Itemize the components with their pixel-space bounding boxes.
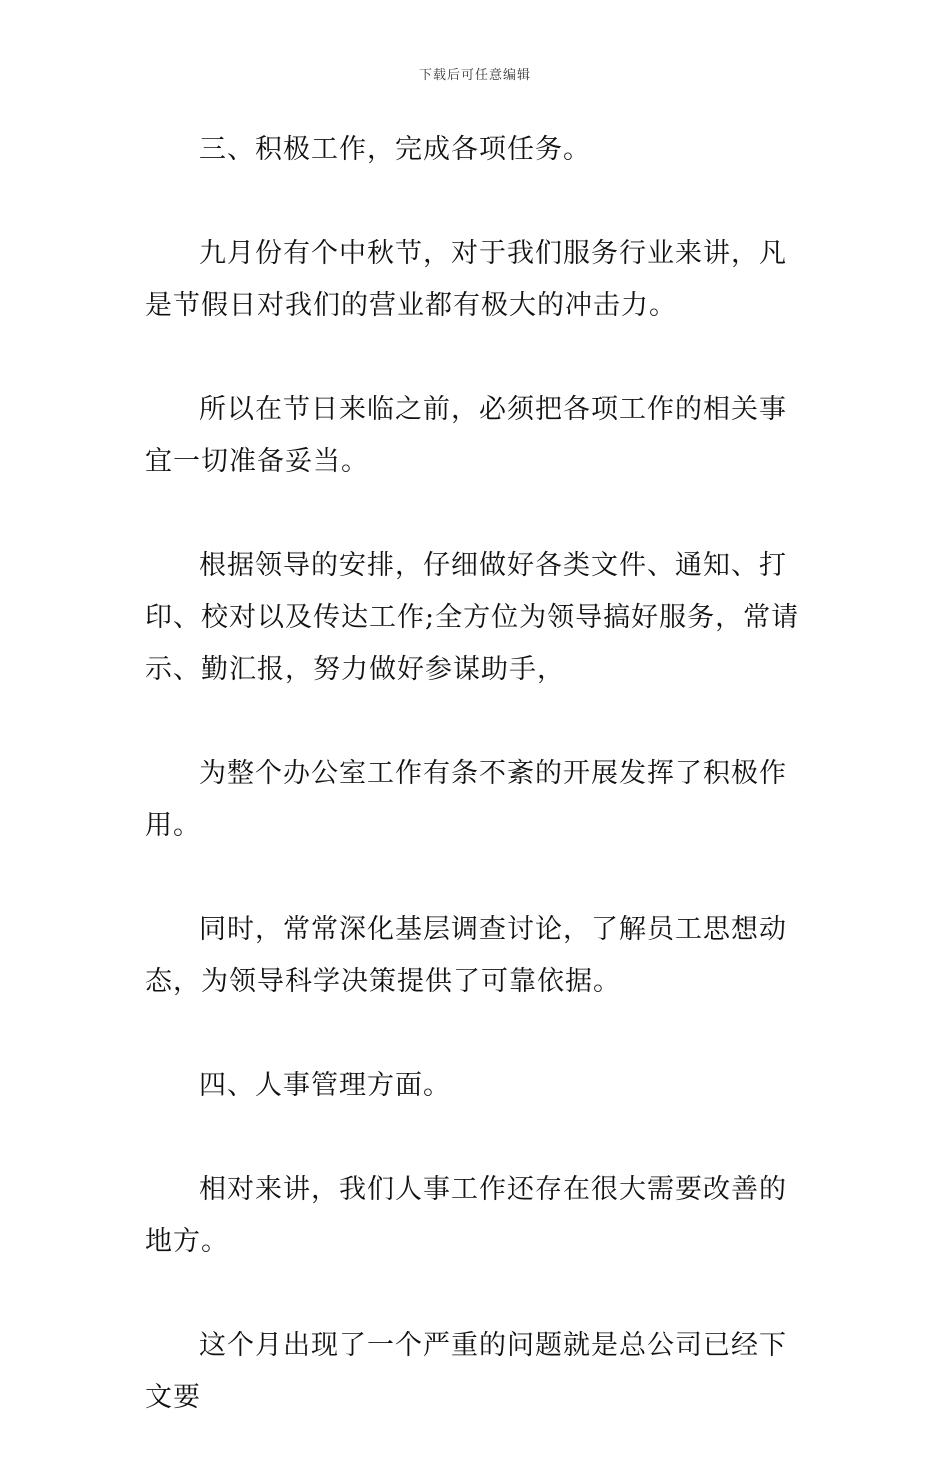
paragraph-leadership-arrangement: 根据领导的安排，仔细做好各类文件、通知、打印、校对以及传达工作;全方位为领导搞好服务，常请示、勤汇报，努力做好参谋助手， <box>145 550 800 685</box>
page-header-note: 下载后可任意编辑 <box>418 68 531 83</box>
document-body <box>145 124 810 1476</box>
paragraph-mid-autumn: 九月份有个中秋节，对于我们服务行业来讲，凡是节假日对我们的营业都有极大的冲击力。 <box>145 238 787 321</box>
paragraph-personnel-improvement: 相对来讲，我们人事工作还存在很大需要改善的地方。 <box>145 1174 787 1257</box>
paragraph-section-four-heading: 四、人事管理方面。 <box>199 1070 451 1101</box>
paragraph-grassroots-research: 同时，常常深化基层调查讨论，了解员工思想动态，为领导科学决策提供了可靠依据。 <box>145 914 787 997</box>
paragraph-office-role: 为整个办公室工作有条不紊的开展发挥了积极作用。 <box>145 758 787 841</box>
paragraph-serious-problem: 这个月出现了一个严重的问题就是总公司已经下文要 <box>145 1330 787 1413</box>
paragraph-section-three-heading: 三、积极工作，完成各项任务。 <box>199 134 591 165</box>
paragraph-preparation: 所以在节日来临之前，必须把各项工作的相关事宜一切准备妥当。 <box>145 394 787 477</box>
